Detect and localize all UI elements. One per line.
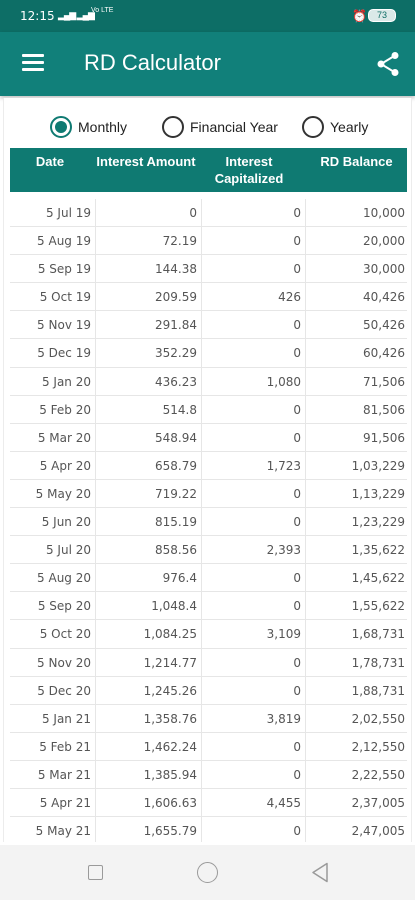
cell-date: 5 Sep 20 [10, 592, 96, 620]
radio-checked-icon [50, 116, 72, 138]
cell-interest-capitalized: 426 [202, 283, 306, 311]
cell-date: 5 Jan 21 [10, 705, 96, 733]
table-row [10, 817, 407, 842]
table-row [10, 536, 407, 564]
cell-date: 5 May 20 [10, 480, 96, 508]
cell-interest-amount: 1,084.25 [96, 620, 202, 648]
cell-rd-balance: 1,45,622 [351, 571, 405, 586]
radio-label: Financial Year [190, 119, 278, 135]
app-bar [0, 32, 415, 96]
cell-interest-amount: 658.79 [96, 452, 202, 480]
cell-interest-capitalized: 2,393 [202, 536, 306, 564]
cell-interest-capitalized: 0 [202, 508, 306, 536]
cell-interest-amount: 1,214.77 [96, 649, 202, 677]
table-row [10, 761, 407, 789]
cell-interest-amount: 0 [96, 199, 202, 227]
cell-interest-capitalized: 0 [202, 424, 306, 452]
results-card [3, 98, 412, 842]
cell-rd-balance: 1,23,229 [351, 515, 405, 530]
cell-rd-balance: 2,22,550 [351, 767, 405, 782]
app-title: RD Calculator [84, 50, 221, 75]
cell-date: 5 Aug 20 [10, 564, 96, 592]
alarm-icon: ⏰ [352, 9, 367, 23]
radio-label: Monthly [78, 119, 128, 135]
radio-unchecked-icon [302, 116, 324, 138]
table-row [10, 424, 407, 452]
cell-interest-capitalized: 3,819 [202, 705, 306, 733]
cell-interest-amount: 72.19 [96, 227, 202, 255]
column-header-interest-amount: Interest Amount [96, 154, 196, 169]
cell-date: 5 Aug 19 [10, 227, 96, 255]
cell-interest-capitalized: 0 [202, 480, 306, 508]
cell-interest-capitalized: 0 [202, 227, 306, 255]
cell-rd-balance: 2,02,550 [351, 711, 405, 726]
cell-rd-balance: 2,47,005 [351, 824, 405, 839]
cell-interest-amount: 514.8 [96, 396, 202, 424]
table-row [10, 255, 407, 283]
cell-interest-capitalized: 0 [202, 817, 306, 842]
cell-date: 5 Jan 20 [10, 368, 96, 396]
cell-rd-balance: 40,426 [363, 290, 405, 305]
status-bar [0, 0, 415, 32]
cell-date: 5 Jul 19 [10, 199, 96, 227]
cell-date: 5 Feb 20 [10, 396, 96, 424]
cell-interest-amount: 1,655.79 [96, 817, 202, 842]
cell-rd-balance: 50,426 [363, 318, 405, 333]
table-row [10, 368, 407, 396]
cell-rd-balance: 2,37,005 [351, 795, 405, 810]
cell-date: 5 Jun 20 [10, 508, 96, 536]
cell-rd-balance: 20,000 [363, 234, 405, 249]
table-row [10, 620, 407, 648]
cell-rd-balance: 2,12,550 [351, 739, 405, 754]
cell-interest-amount: 352.29 [96, 339, 202, 367]
cell-date: 5 Sep 19 [10, 255, 96, 283]
cell-interest-capitalized: 4,455 [202, 789, 306, 817]
cell-rd-balance: 1,88,731 [351, 683, 405, 698]
cell-interest-amount: 858.56 [96, 536, 202, 564]
signal-icon: ▂▄▆ ▂▄▆ [58, 10, 94, 20]
table-row [10, 339, 407, 367]
cell-date: 5 Mar 21 [10, 761, 96, 789]
cell-interest-capitalized: 0 [202, 396, 306, 424]
column-header-date: Date [35, 154, 65, 169]
cell-date: 5 Feb 21 [10, 733, 96, 761]
cell-date: 5 Nov 19 [10, 311, 96, 339]
column-header-rd-balance: RD Balance [320, 154, 393, 169]
table-row [10, 705, 407, 733]
cell-interest-amount: 1,048.4 [96, 592, 202, 620]
table-row [10, 452, 407, 480]
cell-interest-capitalized: 0 [202, 339, 306, 367]
cell-rd-balance: 1,68,731 [351, 627, 405, 642]
cell-interest-amount: 548.94 [96, 424, 202, 452]
cell-interest-capitalized: 1,723 [202, 452, 306, 480]
back-icon[interactable] [311, 862, 329, 883]
cell-date: 5 Nov 20 [10, 649, 96, 677]
radio-financial-year[interactable] [162, 116, 278, 138]
table-body[interactable] [10, 199, 407, 842]
cell-interest-amount: 291.84 [96, 311, 202, 339]
cell-rd-balance: 1,55,622 [351, 599, 405, 614]
cell-date: 5 Apr 20 [10, 452, 96, 480]
cell-interest-amount: 1,385.94 [96, 761, 202, 789]
recents-icon[interactable] [88, 865, 103, 880]
cell-rd-balance: 71,506 [363, 374, 405, 389]
cell-interest-amount: 1,245.26 [96, 677, 202, 705]
cell-interest-capitalized: 0 [202, 733, 306, 761]
cell-interest-amount: 144.38 [96, 255, 202, 283]
cell-interest-amount: 209.59 [96, 283, 202, 311]
table-row [10, 564, 407, 592]
cell-interest-capitalized: 0 [202, 255, 306, 283]
cell-interest-amount: 815.19 [96, 508, 202, 536]
cell-date: 5 May 21 [10, 817, 96, 842]
cell-interest-amount: 1,358.76 [96, 705, 202, 733]
cell-interest-amount: 436.23 [96, 368, 202, 396]
cell-rd-balance: 1,35,622 [351, 543, 405, 558]
table-row [10, 311, 407, 339]
cell-interest-amount: 976.4 [96, 564, 202, 592]
cell-interest-capitalized: 1,080 [202, 368, 306, 396]
cell-date: 5 Apr 21 [10, 789, 96, 817]
menu-icon[interactable] [22, 54, 44, 72]
table-row [10, 283, 407, 311]
home-icon[interactable] [197, 862, 218, 883]
cell-rd-balance: 60,426 [363, 346, 405, 361]
cell-interest-capitalized: 0 [202, 677, 306, 705]
cell-rd-balance: 81,506 [363, 402, 405, 417]
cell-interest-capitalized: 0 [202, 564, 306, 592]
table-row [10, 649, 407, 677]
cell-interest-capitalized: 0 [202, 649, 306, 677]
table-row [10, 789, 407, 817]
cell-interest-capitalized: 3,109 [202, 620, 306, 648]
table-row [10, 396, 407, 424]
table-row [10, 592, 407, 620]
table-row [10, 677, 407, 705]
share-icon[interactable] [376, 51, 400, 77]
column-header-interest-capitalized: Interest Capitalized [214, 154, 284, 186]
radio-yearly[interactable] [302, 116, 368, 138]
radio-label: Yearly [330, 119, 369, 135]
cell-rd-balance: 1,78,731 [351, 655, 405, 670]
table-row [10, 227, 407, 255]
cell-interest-capitalized: 0 [202, 199, 306, 227]
cell-date: 5 Dec 19 [10, 339, 96, 367]
cell-rd-balance: 30,000 [363, 262, 405, 277]
period-selector [4, 116, 412, 140]
cell-date: 5 Oct 19 [10, 283, 96, 311]
table-row [10, 199, 407, 227]
table-row [10, 733, 407, 761]
radio-unchecked-icon [162, 116, 184, 138]
cell-interest-capitalized: 0 [202, 761, 306, 789]
cell-date: 5 Dec 20 [10, 677, 96, 705]
table-row [10, 480, 407, 508]
cell-interest-amount: 1,462.24 [96, 733, 202, 761]
cell-date: 5 Jul 20 [10, 536, 96, 564]
navigation-bar [0, 845, 415, 900]
radio-monthly[interactable] [50, 116, 127, 138]
status-time: 12:15 [20, 9, 55, 23]
cell-interest-capitalized: 0 [202, 311, 306, 339]
battery-icon: 73 [368, 9, 396, 22]
cell-interest-amount: 719.22 [96, 480, 202, 508]
cell-date: 5 Oct 20 [10, 620, 96, 648]
table-header [10, 148, 407, 192]
table-row [10, 508, 407, 536]
cell-rd-balance: 91,506 [363, 430, 405, 445]
cell-date: 5 Mar 20 [10, 424, 96, 452]
cell-interest-amount: 1,606.63 [96, 789, 202, 817]
cell-rd-balance: 1,03,229 [351, 458, 405, 473]
cell-rd-balance: 10,000 [363, 206, 405, 220]
cell-interest-capitalized: 0 [202, 592, 306, 620]
cell-rd-balance: 1,13,229 [351, 486, 405, 501]
volte-indicator: Vo LTE [91, 7, 114, 14]
